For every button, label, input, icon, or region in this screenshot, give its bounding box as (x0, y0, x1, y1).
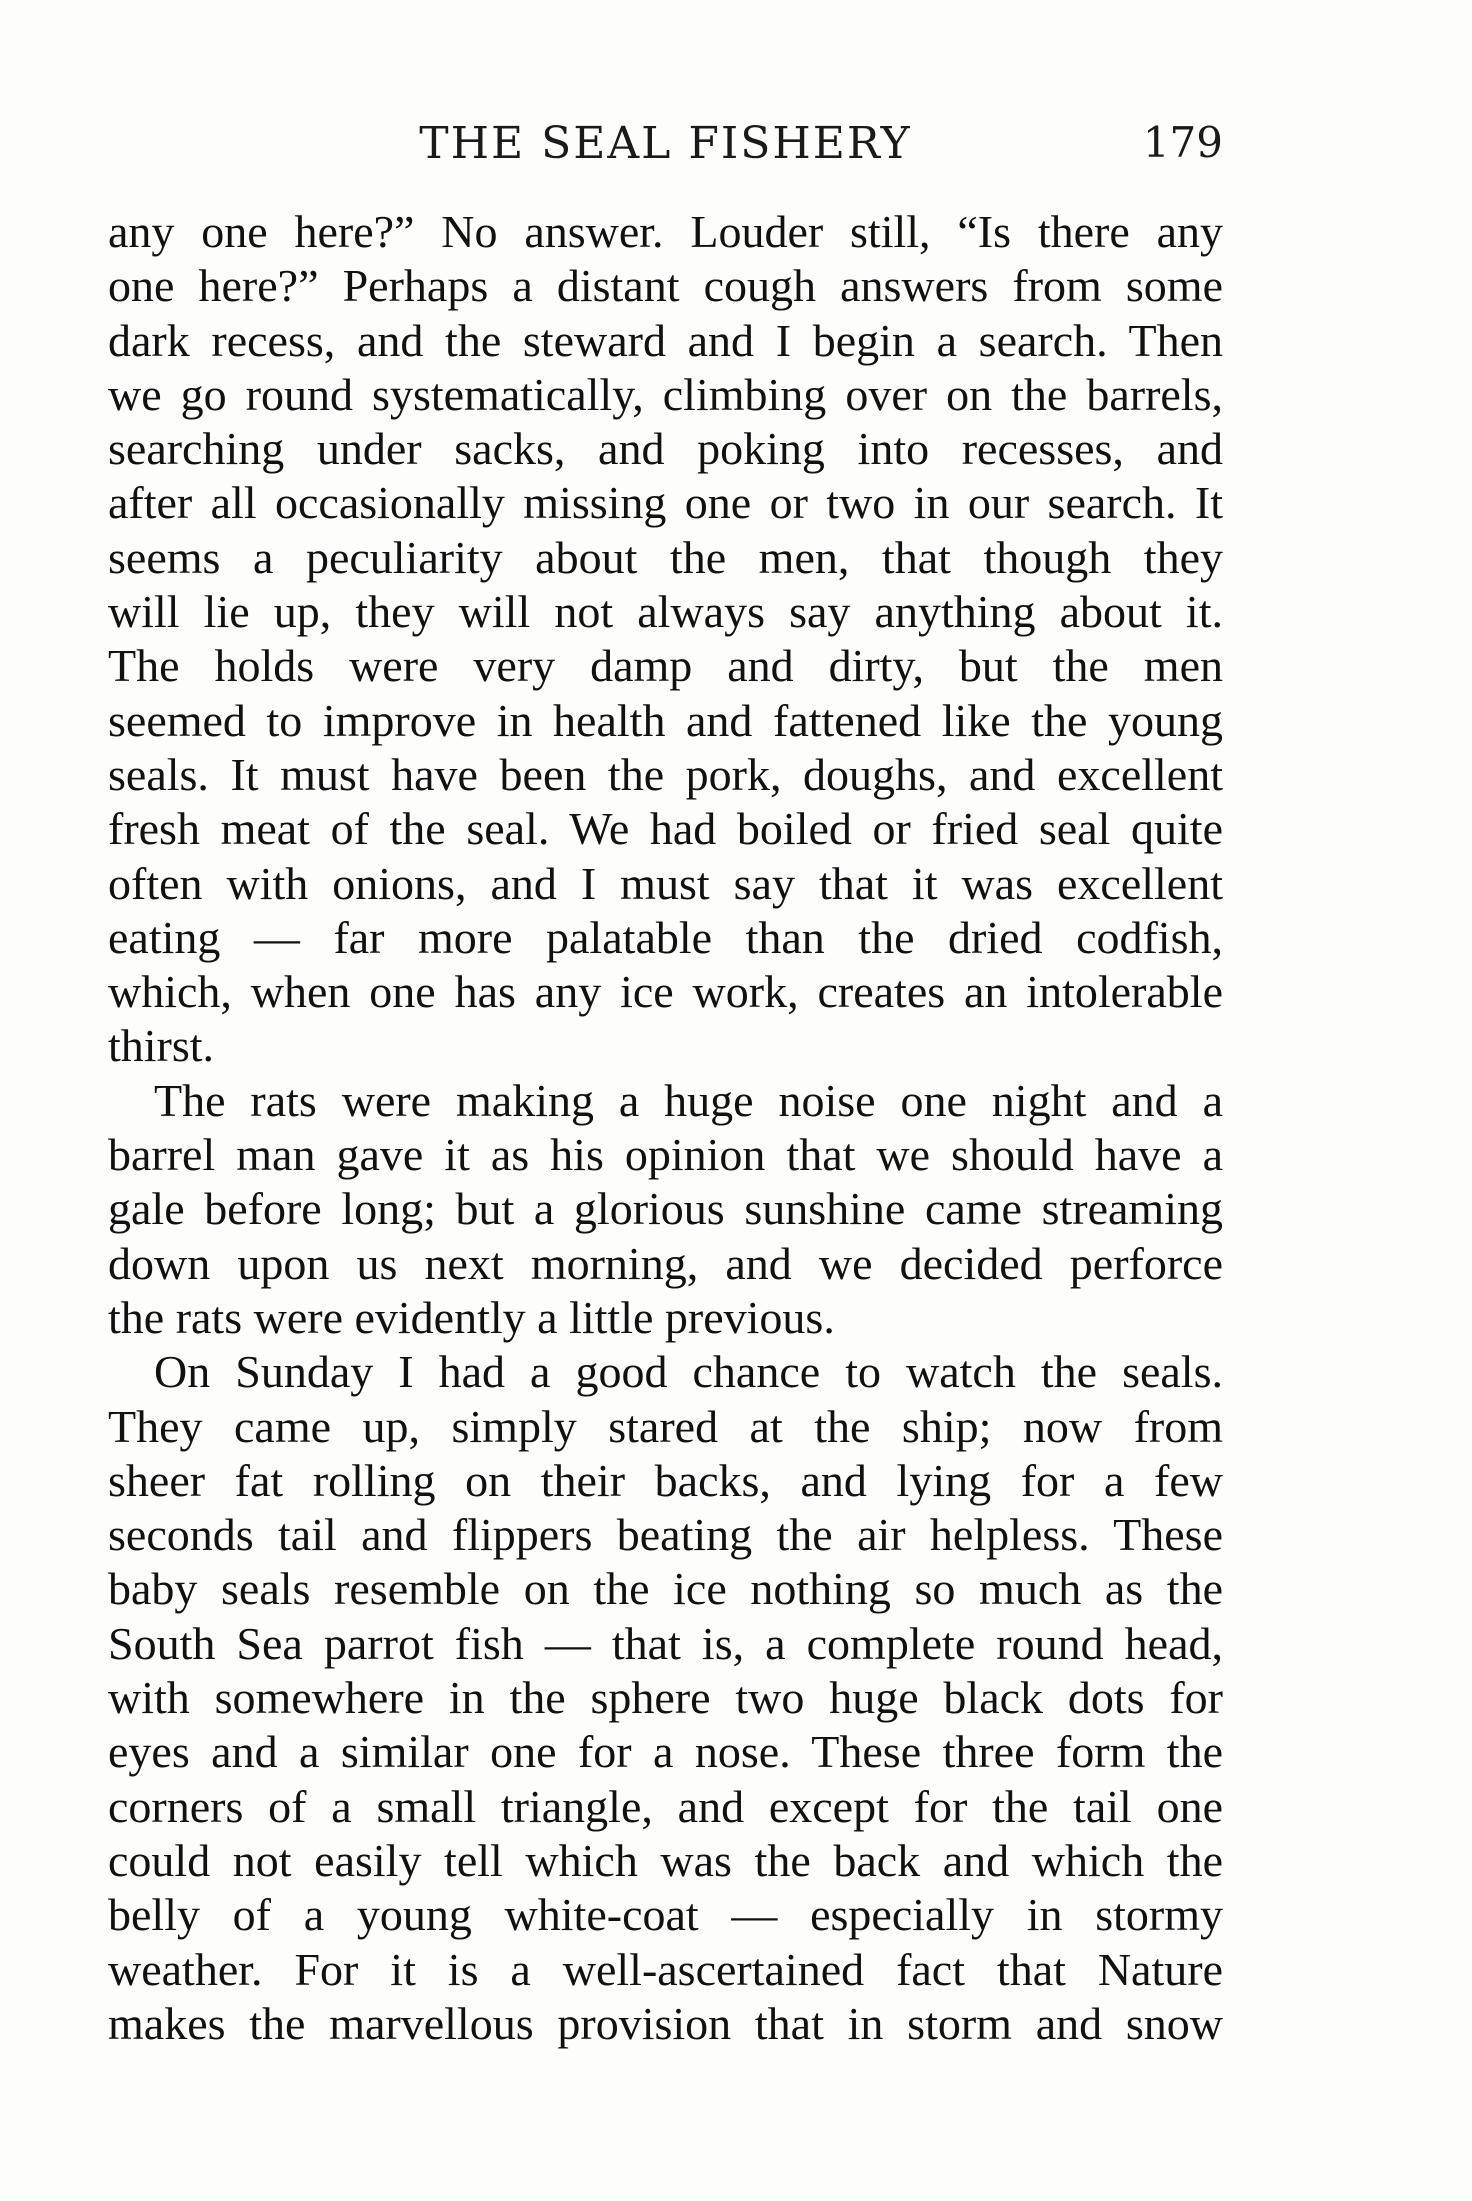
text-line: down upon us next morning, and we decided perforce (108, 1237, 1223, 1289)
text-line: eating — far more palatable than the dried codfish, (108, 911, 1223, 963)
text-line: The holds were very damp and dirty, but the men (108, 640, 1223, 692)
text-line: the rats were evidently a little previous. (108, 1291, 835, 1343)
text-line: one here?” Perhaps a distant cough answers from some (108, 260, 1223, 312)
running-head: THE SEAL FISHERY (419, 118, 912, 169)
text-line: after all occasionally missing one or two in our search. It (108, 477, 1223, 529)
text-line: which, when one has any ice work, creates an intolerable (108, 966, 1223, 1018)
paragraph-3 (108, 1345, 1223, 2051)
text-line: thirst. (108, 1020, 215, 1072)
text-line: belly of a young white-coat — especially in stormy (108, 1889, 1223, 1941)
text-line: we go round systematically, climbing over on the barrels, (108, 368, 1223, 420)
text-line: baby seals resemble on the ice nothing so much as the (108, 1563, 1223, 1615)
text-line: seems a peculiarity about the men, that though they (108, 531, 1223, 583)
text-line: On Sunday I had a good chance to watch the seals. (154, 1346, 1223, 1398)
text-line: any one here?” No answer. Louder still, “Is there any (108, 206, 1223, 257)
text-line: with somewhere in the sphere two huge black dots for (108, 1672, 1223, 1724)
text-line: searching under sacks, and poking into recesses, and (108, 423, 1223, 475)
text-line: South Sea parrot fish — that is, a complete round head, (108, 1617, 1223, 1669)
text-line: barrel man gave it as his opinion that we should have a (108, 1129, 1223, 1181)
text-line: will lie up, they will not always say anything about it. (108, 586, 1223, 638)
text-line: seemed to improve in health and fattened like the young (108, 694, 1223, 746)
text-line: seals. It must have been the pork, doughs, and excellent (108, 748, 1223, 800)
page-number: 179 (1142, 118, 1223, 167)
text-line: The rats were making a huge noise one night and a (154, 1074, 1223, 1126)
text-line: fresh meat of the seal. We had boiled or fried seal quite (108, 803, 1223, 855)
text-line: seconds tail and flippers beating the air helpless. These (108, 1509, 1223, 1561)
paragraph-1 (108, 205, 1223, 1074)
text-line: weather. For it is a well-ascertained fact that Nature (108, 1943, 1223, 1995)
text-line: often with onions, and I must say that it was excellent (108, 857, 1223, 909)
body-text (108, 205, 1223, 2051)
text-line: sheer fat rolling on their backs, and lying for a few (108, 1454, 1223, 1506)
text-line: eyes and a similar one for a nose. These three form the (108, 1726, 1223, 1778)
text-line: could not easily tell which was the back and which the (108, 1834, 1223, 1886)
text-line: gale before long; but a glorious sunshine came streaming (108, 1183, 1223, 1235)
text-line: dark recess, and the steward and I begin a search. Then (108, 314, 1223, 366)
paragraph-2 (108, 1074, 1223, 1345)
page-header (108, 118, 1223, 188)
text-line: corners of a small triangle, and except for the tail one (108, 1780, 1223, 1832)
text-line: They came up, simply stared at the ship; now from (108, 1400, 1223, 1452)
text-line: makes the marvellous provision that in storm and snow (108, 1997, 1223, 2049)
